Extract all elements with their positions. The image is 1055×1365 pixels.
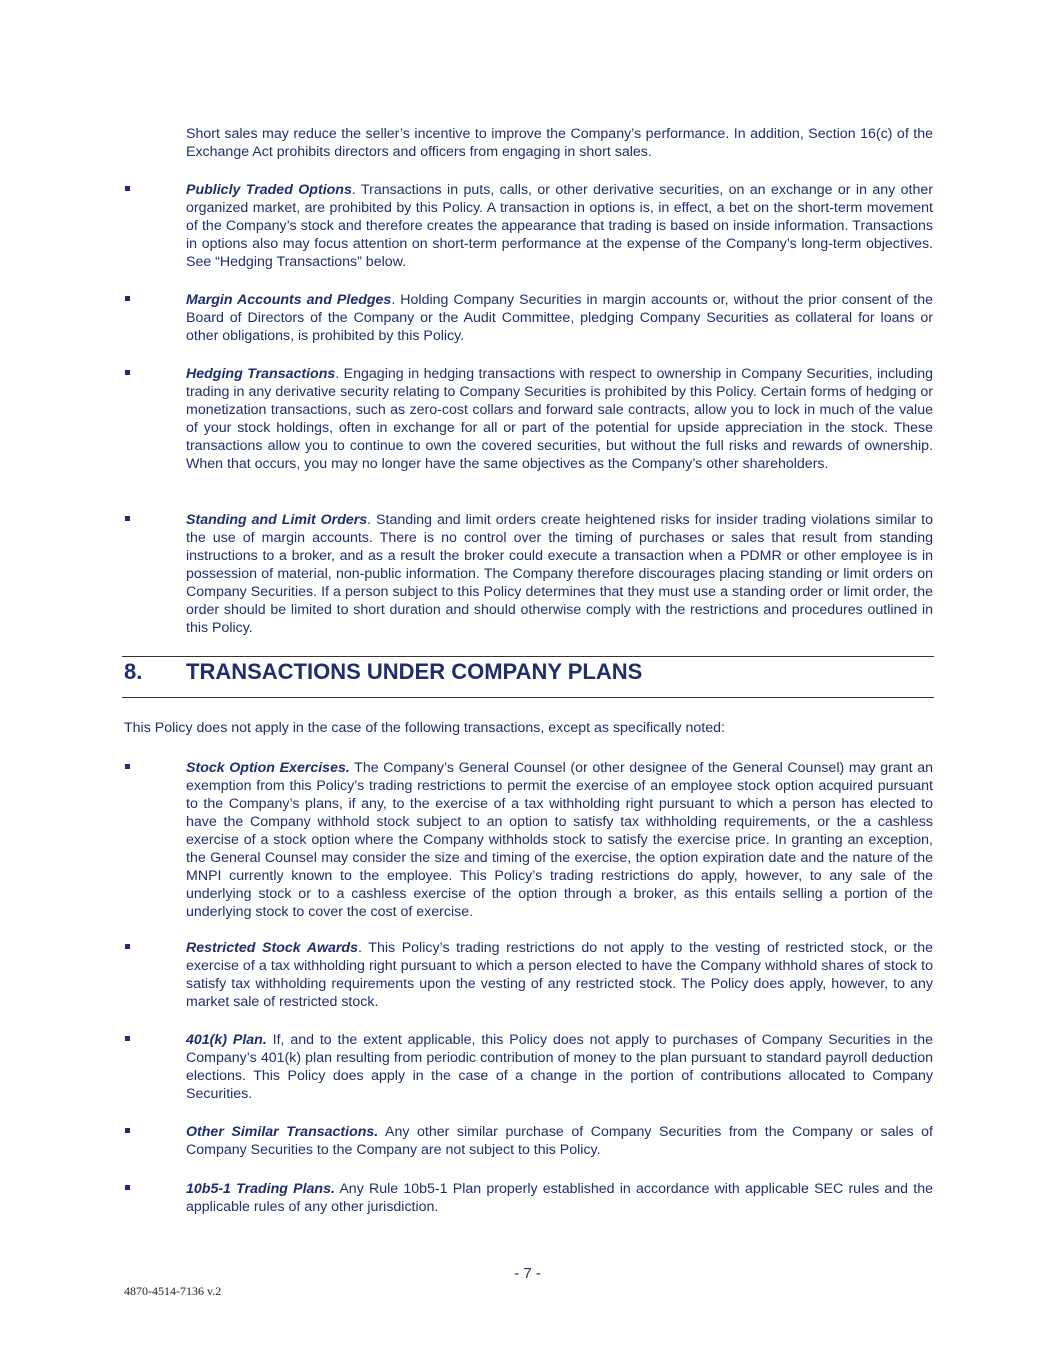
bullet-marker [125, 1036, 130, 1041]
standing-limit-orders-item [186, 511, 933, 637]
heading-bottom-rule [122, 697, 934, 698]
item-term: Margin Accounts and Pledges [186, 292, 392, 308]
bullet-marker [125, 370, 130, 375]
item-term: 401(k) Plan. [186, 1032, 267, 1048]
publicly-traded-options-item [186, 181, 933, 271]
item-text: . Transactions in puts, calls, or other derivative securities, on an exchange or in any other organized market, are prohibited by this Policy. A transaction in options is, in effect, a bet on the short-term movement of the Company’s stock and therefore creates the appearance that trading is based on inside information. Transactions in options also may focus attention on short-term performance at the expense of the Company’s long-term objectives. See “Hedging Transactions” below. [186, 182, 934, 270]
item-term: Restricted Stock Awards [186, 940, 358, 956]
section-intro: This Policy does not apply in the case of the following transactions, except as specifically noted: [124, 720, 725, 736]
item-text: . Holding Company Securities in margin accounts or, without the prior consent of the Board of Directors of the Company or the Audit Committee, pledging Company Securities as collateral for loans or other obligations, is prohibited by this Policy. [186, 292, 933, 344]
item-term: Hedging Transactions [186, 366, 336, 382]
continuation-paragraph: Short sales may reduce the seller’s incentive to improve the Company’s performance. In addition, Section 16(c) of the Exchange Act prohibits directors and officers from engaging in short sales. [186, 126, 933, 160]
item-text: . Standing and limit orders create heightened risks for insider trading violations similar to the use of margin accounts. There is no control over the timing of purchases or sales that result from standing instructions to a broker, and as a result the broker could execute a transaction when a PDMR or other employee is in possession of material, non-public information. The Company therefore discourages placing standing or limit orders on Company Securities. If a person subject to this Policy determines that they must use a standing order or limit order, the order should be limited to short duration and should otherwise comply with the restrictions and procedures outlined in this Policy. [186, 512, 933, 636]
item-term: Other Similar Transactions. [186, 1124, 379, 1140]
document-id: 4870-4514-7136 v.2 [124, 1284, 222, 1298]
page-number: - 7 - [514, 1265, 541, 1282]
item-text: Any Rule 10b5-1 Plan properly established in accordance with applicable SEC rules and the applicable rules of any other jurisdiction. [186, 1181, 933, 1215]
item-term: Stock Option Exercises. [186, 760, 350, 776]
item-text: Any other similar purchase of Company Securities from the Company or sales of Company Securities to the Company are not subject to this Policy. [186, 1124, 933, 1158]
section-title: TRANSACTIONS UNDER COMPANY PLANS [186, 659, 643, 684]
item-term: Standing and Limit Orders [186, 512, 368, 528]
restricted-stock-awards-item [186, 939, 933, 1011]
bullet-marker [125, 764, 130, 769]
bullet-marker [125, 944, 130, 949]
item-term: 10b5-1 Trading Plans. [186, 1181, 335, 1197]
heading-top-rule [122, 656, 934, 657]
401k-plan-item [186, 1031, 933, 1103]
bullet-marker [125, 1185, 130, 1190]
bullet-marker [125, 516, 130, 521]
other-similar-transactions-item [186, 1123, 933, 1159]
bullet-marker [125, 1128, 130, 1133]
item-text: The Company’s General Counsel (or other designee of the General Counsel) may grant an exemption from this Policy’s trading restrictions to permit the exercise of an employee stock option acquired pursuant to the Company’s plans, if any, to the exercise of a tax withholding right pursuant to which a person has elected to have the Company withhold stock subject to an option to satisfy tax withholding requirements, or the a cashless exercise of a stock option where the Company withholds stock to satisfy the exercise price. In granting an exception, the General Counsel may consider the size and timing of the exercise, the option expiration date and the nature of the MNPI currently known to the employee. This Policy’s trading restrictions do apply, however, to any sale of the underlying stock or to a cashless exercise of the option through a broker, as this entails selling a portion of the underlying stock to cover the cost of exercise. [186, 760, 933, 920]
10b5-1-trading-plans-item [186, 1180, 933, 1216]
bullet-marker [125, 186, 130, 191]
item-text: . This Policy’s trading restrictions do not apply to the vesting of restricted stock, or the exercise of a tax withholding right pursuant to which a person elected to have the Company withhold shares of stock to satisfy tax withholding requirements upon the vesting of any restricted stock. The Policy does apply, however, to any market sale of restricted stock. [186, 940, 933, 1010]
item-term: Publicly Traded Options [186, 182, 352, 198]
bullet-marker [125, 296, 130, 301]
margin-accounts-item [186, 291, 933, 345]
stock-option-exercises-item [186, 759, 933, 921]
item-text: If, and to the extent applicable, this Policy does not apply to purchases of Company Securities in the Company’s 401(k) plan resulting from periodic contribution of money to the plan pursuant to standard payroll deduction elections. This Policy does apply in the case of a change in the portion of contributions allocated to Company Securities. [186, 1032, 933, 1102]
section-number: 8. [124, 659, 143, 684]
item-text: . Engaging in hedging transactions with respect to ownership in Company Securities, including trading in any derivative security relating to Company Securities is prohibited by this Policy. Certain forms of hedging or monetization transactions, such as zero-cost collars and forward sale contracts, allow you to lock in much of the value of your stock holdings, often in exchange for all or part of the potential for upside appreciation in the stock. These transactions allow you to continue to own the covered securities, but without the full risks and rewards of ownership. When that occurs, you may no longer have the same objectives as the Company’s other shareholders. [186, 366, 934, 472]
hedging-transactions-item [186, 365, 933, 473]
